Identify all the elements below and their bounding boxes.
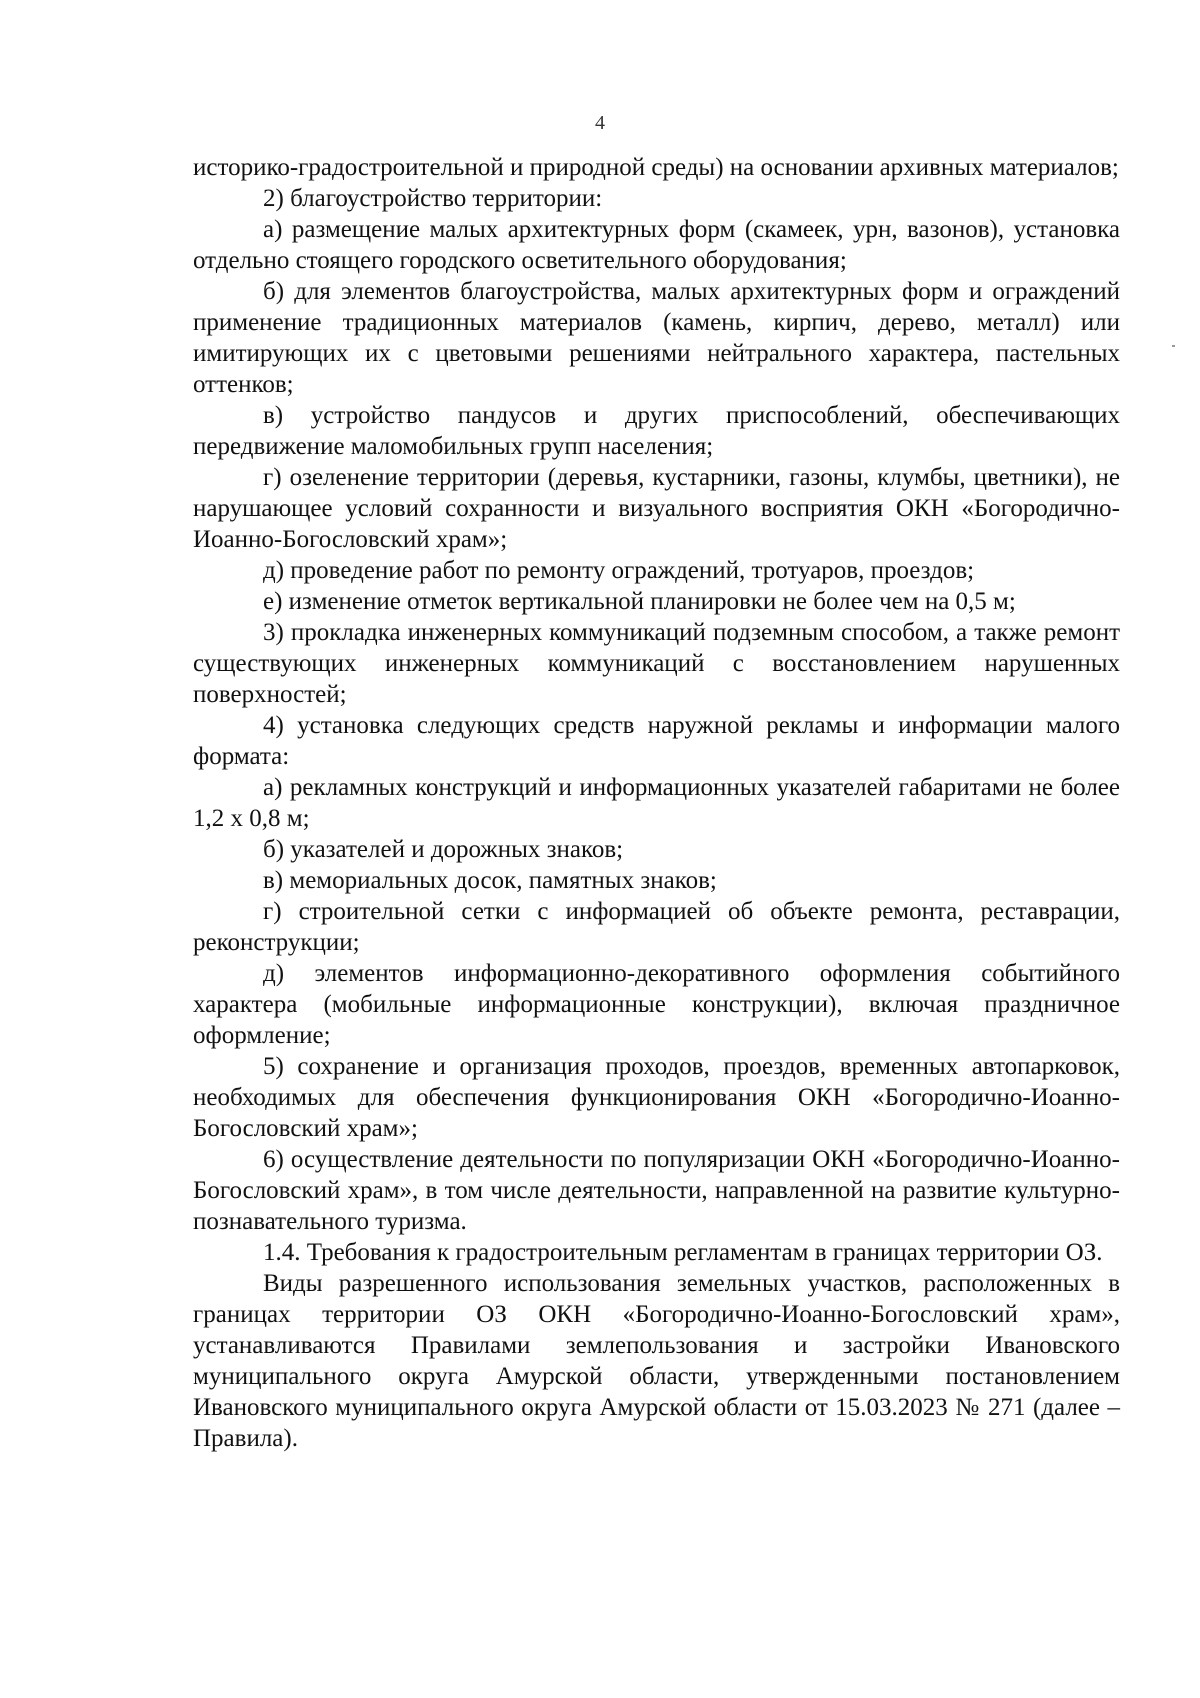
- section-heading: 1.4. Требования к градостроительным регламентам в границах территории ОЗ.: [263, 1239, 1103, 1266]
- paragraph: 6) осуществление деятельности по популяризации ОКН «Богородично-Иоанно-Богословский храм», в том числе деятельности, направленной на развитие культурно-познавательного туризма.: [193, 1146, 1120, 1235]
- paragraph: е) изменение отметок вертикальной планировки не более чем на 0,5 м;: [263, 588, 1016, 615]
- paragraph: 4) установка следующих средств наружной рекламы и информации малого формата:: [193, 712, 1120, 770]
- scan-speck: [1172, 345, 1175, 347]
- paragraph: б) указателей и дорожных знаков;: [263, 836, 624, 863]
- paragraph: г) озеленение территории (деревья, кустарники, газоны, клумбы, цветники), не нарушающее условий сохранности и визуального восприятия ОКН «Богородично-Иоанно-Богословский храм»;: [193, 464, 1120, 553]
- paragraph: историко-градостроительной и природной среды) на основании архивных материалов;: [193, 154, 1119, 181]
- paragraph: д) проведение работ по ремонту ограждений, тротуаров, проездов;: [263, 557, 975, 584]
- paragraph: в) мемориальных досок, памятных знаков;: [263, 867, 717, 894]
- paragraph: г) строительной сетки с информацией об объекте ремонта, реставрации, реконструкции;: [193, 898, 1120, 956]
- document-body: [193, 152, 1120, 1454]
- paragraph: д) элементов информационно-декоративного оформления событийного характера (мобильные информационные конструкции), включая праздничное оформление;: [193, 960, 1120, 1049]
- paragraph: а) рекламных конструкций и информационных указателей габаритами не более 1,2 х 0,8 м;: [193, 774, 1120, 832]
- page-number: 4: [595, 112, 605, 134]
- paragraph: а) размещение малых архитектурных форм (скамеек, урн, вазонов), установка отдельно стоящего городского осветительного оборудования;: [193, 216, 1120, 274]
- paragraph: 3) прокладка инженерных коммуникаций подземным способом, а также ремонт существующих инженерных коммуникаций с восстановлением нарушенных поверхностей;: [193, 619, 1120, 708]
- paragraph: в) устройство пандусов и других приспособлений, обеспечивающих передвижение маломобильных групп населения;: [193, 402, 1120, 460]
- paragraph: б) для элементов благоустройства, малых архитектурных форм и ограждений применение традиционных материалов (камень, кирпич, дерево, металл) или имитирующих их с цветовыми решениями нейтрального характера, пастельных оттенков;: [193, 278, 1120, 398]
- paragraph: 2) благоустройство территории:: [263, 185, 603, 212]
- paragraph: 5) сохранение и организация проходов, проездов, временных автопарковок, необходимых для обеспечения функционирования ОКН «Богородично-Иоанно-Богословский храм»;: [193, 1053, 1120, 1142]
- paragraph: Виды разрешенного использования земельных участков, расположенных в границах территории ОЗ ОКН «Богородично-Иоанно-Богословский храм», устанавливаются Правилами землепользования и застройки Ивановского муниципального округа Амурской области, утвержденными постановлением Ивановского муниципального округа Амурской области от 15.03.2023 № 271 (далее – Правила).: [193, 1270, 1120, 1452]
